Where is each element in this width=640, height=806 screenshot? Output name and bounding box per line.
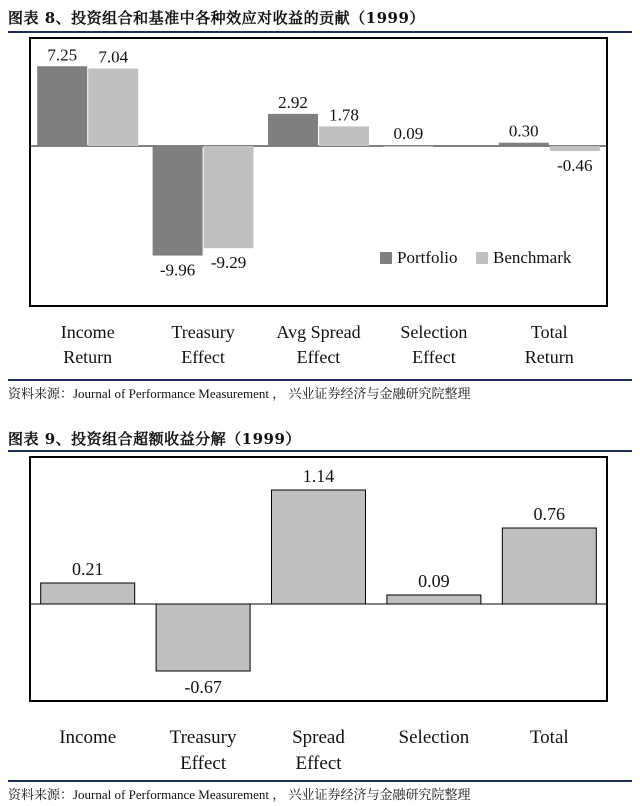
- data-label: 2.92: [278, 92, 308, 112]
- data-label: -0.67: [184, 677, 222, 697]
- bar: [387, 595, 481, 604]
- bar-benchmark: [204, 146, 254, 248]
- bar-portfolio: [268, 114, 318, 146]
- bar-portfolio: [383, 145, 433, 147]
- bar: [502, 528, 596, 604]
- category-label: Total: [529, 727, 569, 748]
- data-label: 0.09: [393, 124, 424, 144]
- data-label: -9.96: [159, 260, 196, 280]
- data-label: 7.04: [98, 47, 129, 67]
- category-label: Selection: [400, 322, 468, 342]
- figure-8-source: 资料来源：Journal of Performance Measurement ， 兴业证券经济与金融研究院整理: [8, 386, 471, 401]
- category-label: Effect: [180, 753, 227, 774]
- category-label: Selection: [398, 727, 470, 748]
- category-label: Treasury: [171, 322, 235, 342]
- bar-portfolio: [37, 66, 87, 146]
- bar-benchmark: [550, 146, 600, 151]
- category-label: Return: [524, 347, 574, 367]
- data-label: 0.30: [508, 121, 539, 141]
- legend-swatch: [476, 252, 488, 264]
- data-label: 0.76: [533, 504, 566, 524]
- category-label: Effect: [412, 347, 456, 367]
- data-label: -9.29: [210, 253, 247, 273]
- legend-label: Portfolio: [397, 248, 458, 267]
- category-label: Treasury: [169, 727, 237, 748]
- data-label: 7.25: [47, 45, 78, 65]
- category-label: Income: [59, 727, 117, 748]
- chart-excess-return: [0, 451, 640, 779]
- legend-label: Benchmark: [493, 248, 572, 267]
- category-label: Income: [60, 322, 115, 342]
- category-label: Spread: [292, 727, 345, 748]
- bar: [272, 490, 366, 604]
- data-label: 1.78: [329, 105, 359, 125]
- data-label: 0.21: [71, 559, 104, 579]
- data-label: 0.09: [418, 571, 450, 591]
- chart-contribution-effects: [0, 32, 640, 382]
- figure-8-title: 图表 8、投资组合和基准中各种效应对收益的贡献（1999）: [8, 9, 425, 27]
- data-label: -0.46: [557, 156, 593, 176]
- category-label: Effect: [295, 753, 342, 774]
- figure-9-bottom-rule: [8, 780, 632, 782]
- category-label: Return: [63, 347, 113, 367]
- bar: [156, 604, 250, 671]
- category-label: Effect: [181, 347, 225, 367]
- figure-8-bottom-rule: [8, 379, 632, 381]
- bar-benchmark: [319, 126, 369, 146]
- category-label: Total: [530, 322, 568, 342]
- data-label: 1.14: [302, 466, 335, 486]
- category-label: Avg Spread: [276, 322, 361, 342]
- bar-benchmark: [88, 69, 138, 146]
- figure-9-title: 图表 9、投资组合超额收益分解（1999）: [8, 430, 301, 448]
- category-label: Effect: [296, 347, 341, 367]
- bar-portfolio: [499, 143, 549, 146]
- bar-portfolio: [153, 146, 203, 256]
- figure-9-source: 资料来源：Journal of Performance Measurement ， 兴业证券经济与金融研究院整理: [8, 787, 471, 802]
- bar: [41, 583, 135, 604]
- legend-swatch: [380, 252, 392, 264]
